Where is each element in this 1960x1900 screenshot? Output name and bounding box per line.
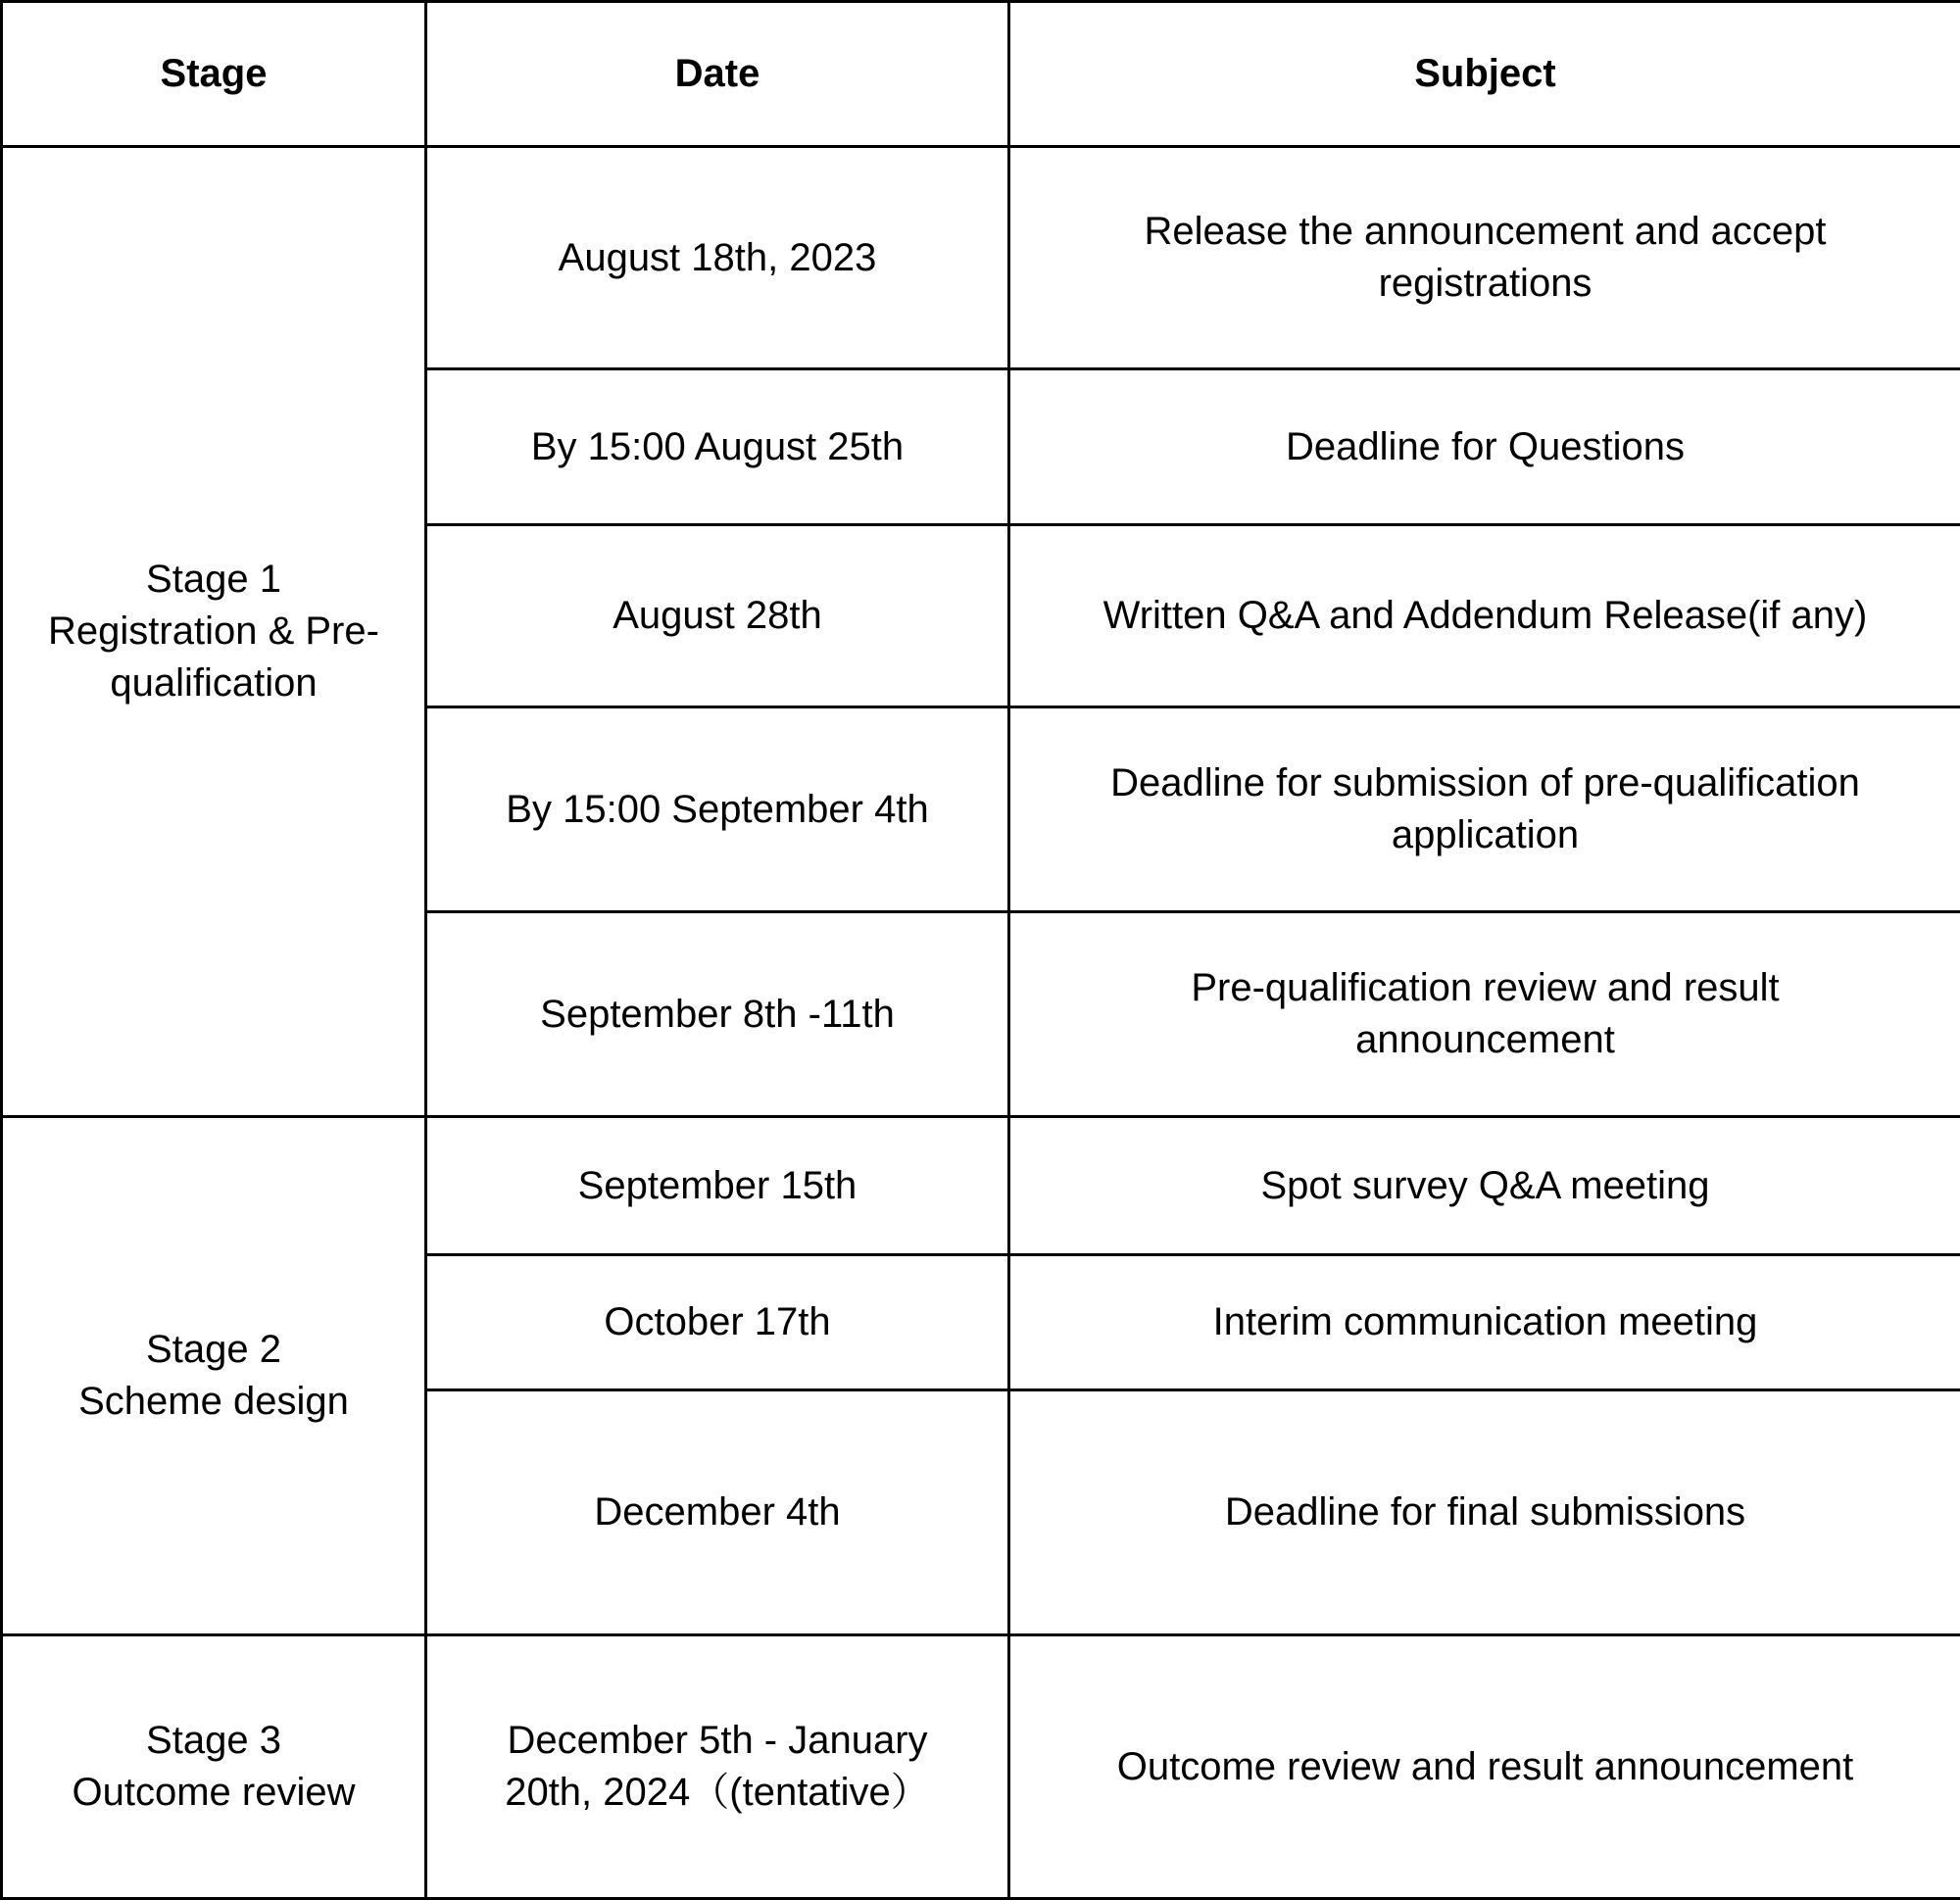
- stage-description: Outcome review: [21, 1767, 407, 1819]
- subject-cell: Pre-qualification review and result announcement: [1009, 912, 1960, 1117]
- table-row: [2, 147, 1960, 369]
- subject-cell: Deadline for submission of pre-qualification application: [1009, 707, 1960, 912]
- date-cell: September 15th: [426, 1117, 1009, 1255]
- table-row: [2, 1635, 1960, 1899]
- stage-description: Scheme design: [21, 1376, 407, 1428]
- subject-cell: Deadline for Questions: [1009, 369, 1960, 525]
- table-row: [2, 1117, 1960, 1255]
- stage-cell: [2, 1117, 426, 1635]
- header-stage: Stage: [2, 2, 426, 147]
- stage-name: Stage 2: [21, 1324, 407, 1376]
- date-cell: By 15:00 September 4th: [426, 707, 1009, 912]
- date-cell: December 5th - January 20th, 2024（(tentative）: [426, 1635, 1009, 1899]
- subject-cell: Deadline for final submissions: [1009, 1390, 1960, 1635]
- subject-cell: Interim communication meeting: [1009, 1255, 1960, 1390]
- date-cell: By 15:00 August 25th: [426, 369, 1009, 525]
- date-cell: December 4th: [426, 1390, 1009, 1635]
- subject-cell: Outcome review and result announcement: [1009, 1635, 1960, 1899]
- header-date: Date: [426, 2, 1009, 147]
- subject-cell: Spot survey Q&A meeting: [1009, 1117, 1960, 1255]
- date-cell: September 8th -11th: [426, 912, 1009, 1117]
- subject-cell: Release the announcement and accept registrations: [1009, 147, 1960, 369]
- header-subject: Subject: [1009, 2, 1960, 147]
- date-cell: August 18th, 2023: [426, 147, 1009, 369]
- stage-cell: [2, 1635, 426, 1899]
- stage-name: Stage 3: [21, 1715, 407, 1767]
- date-cell: August 28th: [426, 525, 1009, 707]
- stage-cell: [2, 147, 426, 1117]
- stage-name: Stage 1: [21, 554, 407, 606]
- subject-cell: Written Q&A and Addendum Release(if any): [1009, 525, 1960, 707]
- header-row: [2, 2, 1960, 147]
- date-cell: October 17th: [426, 1255, 1009, 1390]
- stage-description: Registration & Pre-qualification: [21, 606, 407, 709]
